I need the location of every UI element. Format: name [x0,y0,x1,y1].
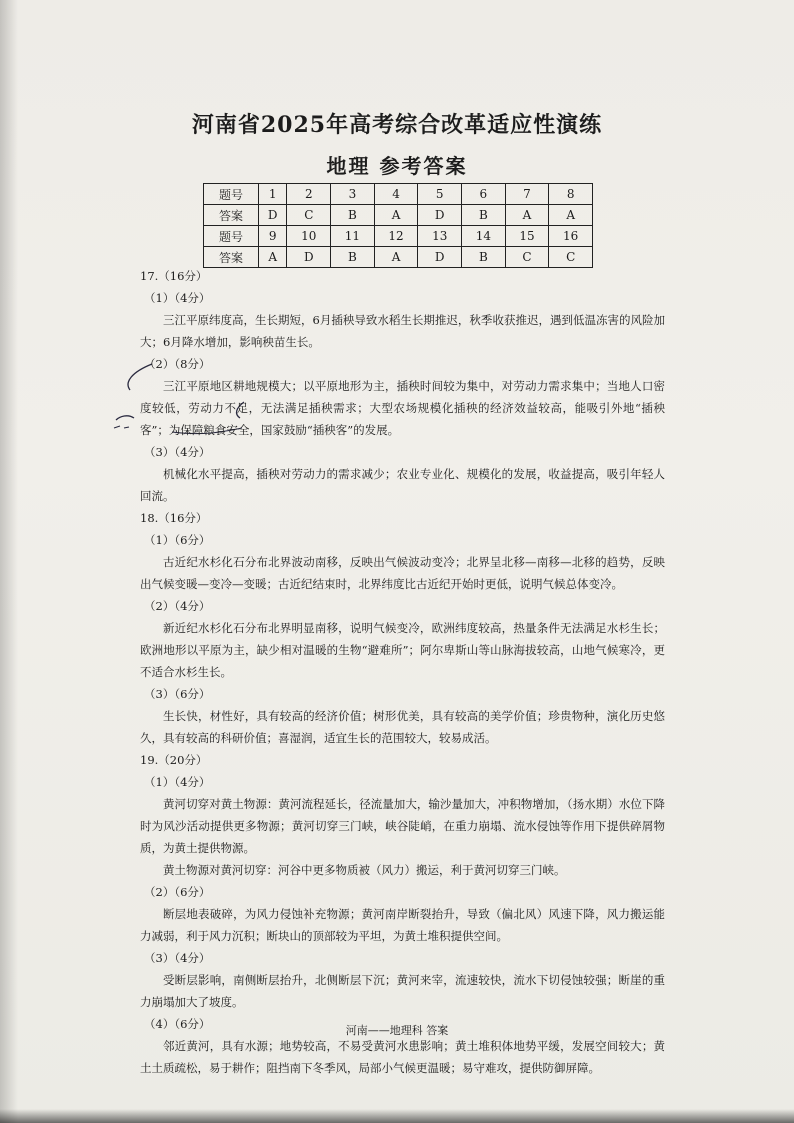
page-footer: 河南——地理科 答案 [345,1024,449,1037]
q19-part1-label: （1）（4分） [144,775,211,789]
q19-part4-text: 邻近黄河，具有水源；地势较高，不易受黄河水患影响；黄土堆积体地势平缓，发展空间较大；黄土土质疏松，易于耕作；阻挡南下冬季风，局部小气候更温暖；易守难攻，提供防御屏障。 [140,1039,665,1075]
answer-table [203,183,593,268]
answer-table-cell: D [418,205,462,226]
q19-part3-label: （3）（4分） [144,951,211,965]
answer-table-row [204,184,593,205]
answer-table-body [204,184,593,268]
answer-table-cell: 8 [549,184,593,205]
answer-table-cell: A [374,205,418,226]
answer-table-cell: 13 [418,226,462,247]
answer-table-cell: D [287,247,331,268]
q17-part1-text: 三江平原纬度高，生长期短，6月插秧导致水稻生长期推迟，秋季收获推迟，遇到低温冻害的风险加大；6月降水增加，影响秧苗生长。 [140,313,665,349]
q17-part1-label: （1）（4分） [144,291,211,305]
answer-table-cell: 10 [287,226,331,247]
answer-table-cell: D [418,247,462,268]
answer-table-row-label: 题号 [204,184,259,205]
answer-table-cell: A [374,247,418,268]
answer-table-cell: 6 [462,184,506,205]
q18-part3-label: （3）（6分） [144,687,211,701]
answer-table-cell: A [549,205,593,226]
answer-table-cell: A [259,247,287,268]
answer-table-cell: C [287,205,331,226]
answer-table-cell: 5 [418,184,462,205]
answer-table-cell: B [462,205,506,226]
q18-part3-text: 生长快，材性好，具有较高的经济价值；树形优美，具有较高的美学价值；珍贵物种，演化历史悠久，具有较高的科研价值；喜湿润，适宜生长的范围较大，较易成活。 [140,709,665,745]
answer-content [140,265,665,1079]
answer-table-cell: 7 [505,184,549,205]
q19-part4-label: （4）（6分） [144,1017,211,1031]
q17-part2-text: 三江平原地区耕地规模大；以平原地形为主，插秧时间较为集中，对劳动力需求集中；当地人口密度较低，劳动力不足，无法满足插秧需求；大型农场规模化插秧的经济效益较高，能吸引外地“插秧客”；为保障粮食安全，国家鼓励“插秧客”的发展。 [140,379,665,437]
q19-part1-text: 黄河切穿对黄土物源：黄河流程延长，径流量加大，输沙量加大，冲积物增加，（扬水期）水位下降时为风沙活动提供更多物源；黄河切穿三门峡，峡谷陡峭，在重力崩塌、流水侵蚀等作用下提供碎屑物质，为黄土提供物源。 [140,797,665,855]
q19-part1-text2: 黄土物源对黄河切穿：河谷中更多物质被（风力）搬运，利于黄河切穿三门峡。 [163,863,566,877]
q18-part2-text: 新近纪水杉化石分布北界明显南移，说明气候变冷，欧洲纬度较高，热量条件无法满足水杉生长；欧洲地形以平原为主，缺少相对温暖的生物“避难所”；阿尔卑斯山等山脉海拔较高，山地气候寒冷，更不适合水杉生长。 [140,621,665,679]
answer-table-cell: B [462,247,506,268]
q19-header: 19.（20分） [140,753,208,767]
answer-table-cell: 12 [374,226,418,247]
q17-part3-label: （3）（4分） [144,445,211,459]
answer-table-cell: 15 [505,226,549,247]
answer-table-row-label: 题号 [204,226,259,247]
q17-part2-label: （2）（8分） [144,357,211,371]
answer-table-cell: 9 [259,226,287,247]
page-subtitle: 地理 参考答案 [326,154,468,178]
page-title: 河南省2025年高考综合改革适应性演练 [191,112,603,138]
q19-part3-text: 受断层影响，南侧断层抬升，北侧断层下沉；黄河来宰，流速较快，流水下切侵蚀较强；断崖的重力崩塌加大了坡度。 [140,973,665,1009]
answer-table-row-label: 答案 [204,205,259,226]
answer-table-cell: 2 [287,184,331,205]
answer-table-cell: A [505,205,549,226]
q17-part3-text: 机械化水平提高，插秧对劳动力的需求减少；农业专业化、规模化的发展，收益提高，吸引年轻人回流。 [140,467,665,503]
answer-table-row-label: 答案 [204,247,259,268]
answer-table-cell: C [505,247,549,268]
answer-table-cell: C [549,247,593,268]
q19-part2-text: 断层地表破碎，为风力侵蚀补充物源；黄河南岸断裂抬升，导致（偏北风）风速下降，风力搬运能力减弱，利于风力沉积；断块山的顶部较为平坦，为黄土堆积提供空间。 [140,907,665,943]
answer-table-cell: B [331,247,375,268]
answer-table-cell: 11 [331,226,375,247]
bottom-edge-shadow [0,1109,794,1123]
answer-table-cell: 16 [549,226,593,247]
q18-part1-label: （1）（6分） [144,533,211,547]
answer-table-cell: 14 [462,226,506,247]
answer-table-cell: 1 [259,184,287,205]
q17-header: 17.（16分） [140,269,208,283]
answer-table-cell: B [331,205,375,226]
answer-table-row [204,226,593,247]
q18-header: 18.（16分） [140,511,208,525]
answer-table-cell: 3 [331,184,375,205]
answer-table-cell: D [259,205,287,226]
answer-table-cell: 4 [374,184,418,205]
q18-part1-text: 古近纪水杉化石分布北界波动南移，反映出气候波动变冷；北界呈北移—南移—北移的趋势，反映出气候变暖—变冷—变暖；古近纪结束时，北界纬度比古近纪开始时更低，说明气候总体变冷。 [140,555,665,591]
q18-part2-label: （2）（4分） [144,599,211,613]
answer-table-row [204,205,593,226]
q19-part2-label: （2）（6分） [144,885,211,899]
